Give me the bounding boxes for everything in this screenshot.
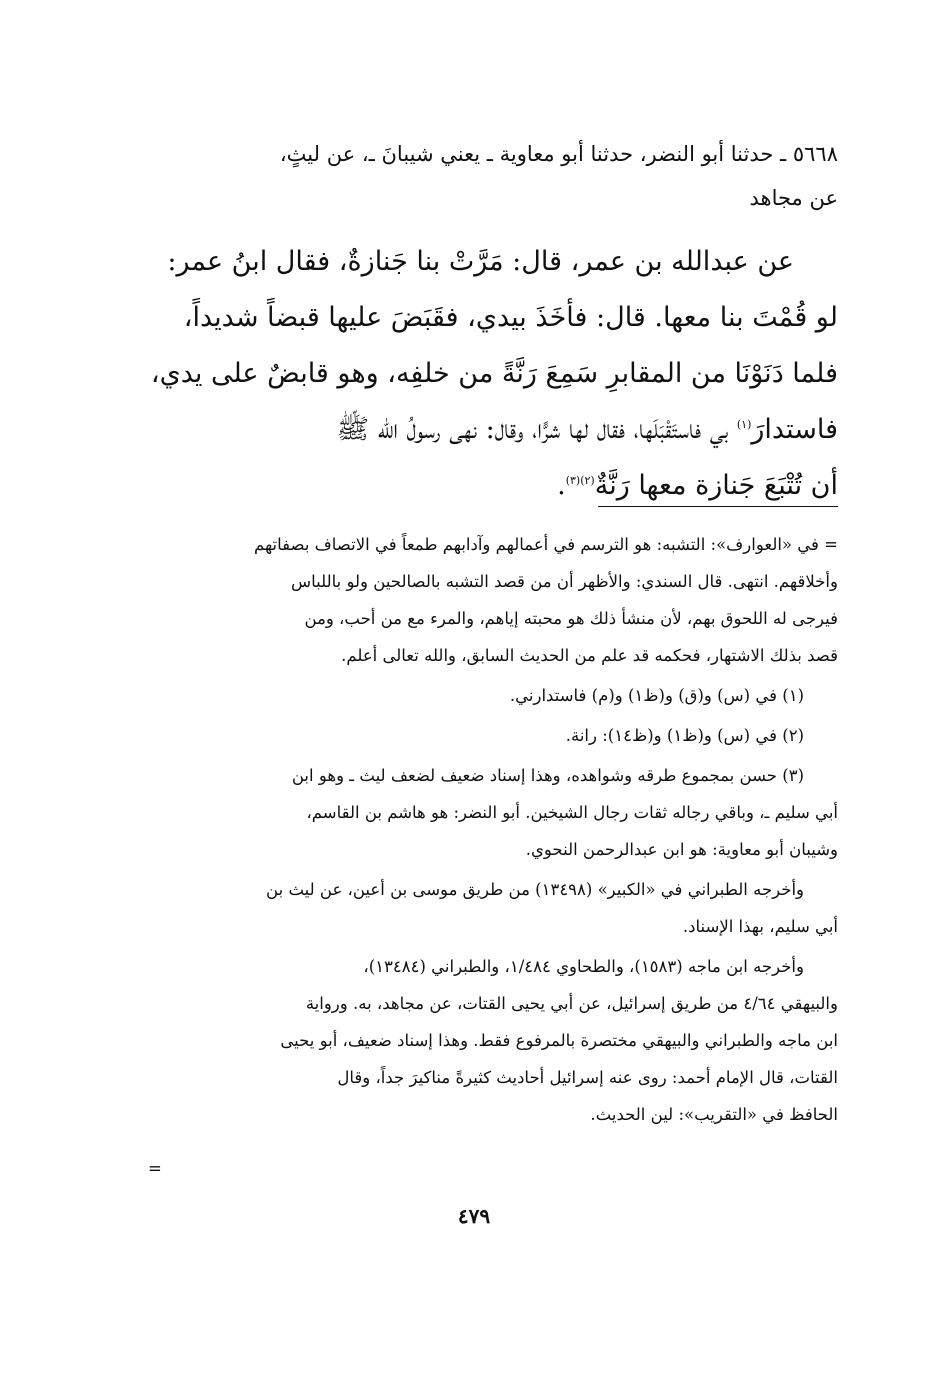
matn-line (100, 402, 838, 458)
footnote-line: قصد بذلك الاشتهار، فحكمه قد علم من الحديث السابق، والله تعالى أعلم. (341, 646, 838, 665)
footnote-line: والبيهقي ٤/٦٤ من طريق إسرائيل، عن أبي يحيى القتات، عن مجاهد، به. ورواية (305, 994, 838, 1013)
footnote-2 (105, 717, 838, 754)
hadith-chain (100, 132, 838, 220)
footnotes (105, 526, 838, 1136)
chain-line: عن مجاهد (749, 186, 838, 210)
footnote-line: (١) في (س) و(ق) و(ظ١) و(م) فاستدارني. (509, 686, 804, 705)
footnote-3-paragraph (105, 948, 838, 1133)
footnote-line: أبي سليم، بهذا الإسناد. (682, 917, 838, 936)
matn-line: لو قُمْتَ بنا معها. قال: فأخَذَ بيدي، فقَبَضَ عليها قبضاً شديداً، (183, 302, 838, 333)
footnote-line: أبي سليم ـ، وباقي رجاله ثقات رجال الشيخين. أبو النضر: هو هاشم بن القاسم، (306, 803, 838, 822)
page-number: ٤٧٩ (457, 1204, 491, 1228)
footnote-line: = في «العوارف»: التشبه: هو الترسم في أعمالهم وآدابهم طمعاً في الاتصاف بصفاتهم (253, 535, 838, 554)
matn-text: أن تُتْبَعَ جَنازة معها رَنَّةٌ (594, 470, 838, 501)
footnote-ref: (٣) (565, 474, 581, 487)
footnote-line: الحافظ في «التقريب»: لين الحديث. (590, 1105, 838, 1124)
continuation-mark: = (148, 1159, 162, 1178)
matn-line-rest: بي فاستَقْبَلَها، فقال لها شرًّا، وقال: نهى رسولُ الله ﷺ (336, 414, 729, 445)
matn-word: فاستدارَ (751, 414, 838, 445)
footnote-line: وأخرجه الطبراني في «الكبير» (١٣٤٩٨) من طريق موسى بن أعين، عن ليث بن (266, 880, 804, 899)
footnote-line: (٢) في (س) و(ظ١) و(ظ١٤): رانة. (565, 726, 804, 745)
footnote-divider (598, 506, 838, 507)
footnote-line: وشيبان أبو معاوية: هو ابن عبدالرحمن النحوي. (525, 840, 838, 859)
footnote-1 (105, 677, 838, 714)
chain-line: ٥٦٦٨ ـ حدثنا أبو النضر، حدثنا أبو معاوية ـ يعني شيبانَ ـ، عن ليثٍ، (279, 142, 838, 166)
footnote-3-paragraph (105, 871, 838, 945)
footnote-ref: (١) (736, 418, 752, 431)
matn-line: فلما دَنَوْنَا من المقابرِ سَمِعَ رَنَّةً من خلفِه، وهو قابضٌ على يدي، (150, 358, 838, 389)
footnote-line: القتات، قال الإمام أحمد: روى عنه إسرائيل أحاديث كثيرةً مناكيرَ جداً، وقال (337, 1068, 838, 1087)
footnote-line: ابن ماجه والطبراني والبيهقي مختصرة بالمرفوع فقط. وهذا إسناد ضعيف، أبو يحيى (280, 1031, 838, 1050)
footnote-line: وأخرجه ابن ماجه (١٥٨٣)، والطحاوي ١/٤٨٤، والطبراني (١٣٤٨٤)، (363, 957, 804, 976)
full-stop: . (557, 470, 566, 501)
footnote-ref: (٢) (580, 474, 595, 487)
footnote-line: وأخلاقهم. انتهى. قال السندي: والأظهر أن من قصد التشبه بالصالحين ولو باللباس (291, 572, 838, 591)
matn-line: عن عبدالله بن عمر، قال: مَرَّتْ بنا جَنازةٌ، فقال ابنُ عمر: (167, 246, 794, 277)
footnote-line: فيرجى له اللحوق بهم، لأن منشأ ذلك هو محبته إياهم، والمرء مع من أحب، ومن (304, 609, 838, 628)
footnote-continuation (105, 526, 838, 674)
hadith-text (100, 234, 838, 514)
footnote-3 (105, 757, 838, 868)
footnote-line: (٣) حسن بمجموع طرقه وشواهده، وهذا إسناد ضعيف لضعف ليث ـ وهو ابن (291, 766, 804, 785)
